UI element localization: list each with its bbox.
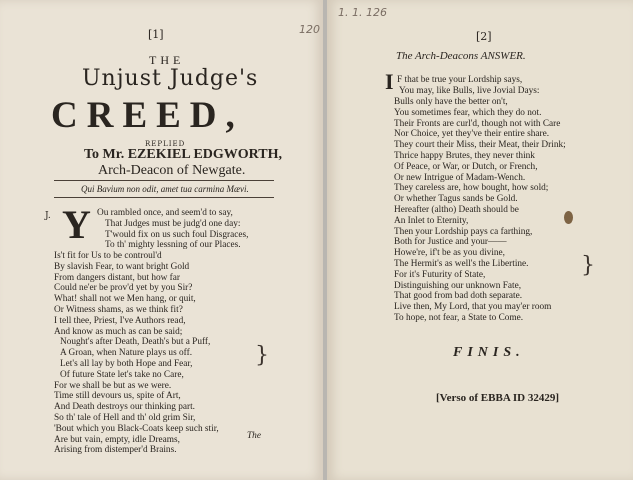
- poem-line: T'would fix on us such foul Disgraces,: [105, 229, 249, 240]
- poem-line: Bulls only have the better on't,: [394, 97, 508, 107]
- poem-line: They court their Miss, their Meat, their Drink;: [394, 140, 566, 151]
- page-number: [1]: [148, 28, 164, 41]
- ink-blot: [564, 211, 573, 224]
- poem-line: Let's all lay by both Hope and Fear,: [60, 358, 193, 369]
- poem-line: 'Bout which you Black-Coats keep such stir,: [54, 423, 219, 434]
- drop-cap: Y: [62, 202, 91, 247]
- drop-cap: I: [385, 69, 394, 94]
- poem-body: [394, 97, 566, 324]
- poem-line: Hereafter (altho) Death should be: [394, 204, 519, 215]
- poem-line: Thrice happy Brutes, they never think: [394, 150, 535, 161]
- poem-line: Then your Lordship pays ca farthing,: [394, 226, 533, 237]
- address-line-2: Arch-Deacon of Newgate.: [98, 163, 246, 178]
- poem-line: That good from bad doth separate.: [394, 291, 523, 302]
- triplet-brace-icon: }: [581, 253, 595, 278]
- poem-line: Could ne'er be prov'd yet by you Sir?: [54, 283, 193, 294]
- title-the: THE: [149, 53, 185, 67]
- poem-line: Or whether Tagus sands be Gold.: [394, 194, 518, 205]
- title-unjust-judges: Unjust Judge's: [82, 66, 259, 91]
- motto: Qui Bavium non odit, amet tua carmina Mævi.: [81, 184, 249, 194]
- poem-line: Arising from distemper'd Brains.: [54, 445, 177, 456]
- rule-top: [54, 180, 274, 181]
- triplet-brace-icon: }: [255, 343, 269, 368]
- poem-line: Is't fit for Us to be controul'd: [54, 251, 162, 261]
- poem-line: For we shall be but as we were.: [54, 380, 172, 391]
- poem-line: Are but vain, empty, idle Dreams,: [54, 434, 180, 445]
- poem-line: From dangers distant, but how far: [54, 272, 181, 283]
- poem-line: F that be true your Lordship says,: [397, 75, 523, 85]
- poem-opening: [97, 208, 248, 251]
- poem-line: Of Peace, or War, or Dutch, or French,: [394, 161, 538, 172]
- right-page-verso: [327, 0, 633, 480]
- catchword: The: [247, 431, 261, 441]
- section-mark: J.: [45, 211, 51, 221]
- poem-line: A Groan, when Nature plays us off.: [60, 348, 193, 359]
- poem-body: [54, 251, 219, 456]
- poem-line: Ou rambled once, and seem'd to say,: [97, 208, 233, 218]
- poem-line: To th' mighty lessning of our Places.: [105, 240, 241, 251]
- poem-line: For it's Futurity of State,: [394, 269, 486, 280]
- poem-opening: [397, 75, 540, 97]
- answer-heading: The Arch-Deacons ANSWER.: [396, 50, 526, 62]
- page-number: [2]: [476, 30, 492, 43]
- poem-line: That Judges must be judg'd one day:: [105, 218, 241, 229]
- poem-line: By slavish Fear, to want bright Gold: [54, 261, 190, 272]
- replied-label: REPLIED: [145, 140, 186, 148]
- poem-line: Nought's after Death, Death's but a Puff,: [60, 337, 211, 348]
- finis: FINIS.: [453, 345, 525, 360]
- address-line-1: To Mr. EZEKIEL EDGWORTH,: [84, 147, 283, 162]
- poem-line: Time still devours us, spite of Art,: [54, 391, 181, 402]
- poem-line: And Death destroys our thinking part.: [54, 402, 195, 413]
- poem-line: The Hermit's as well's the Libertine.: [394, 258, 529, 269]
- poem-line: You may, like Bulls, live Jovial Days:: [399, 85, 540, 96]
- pencil-shelfmark: 1. 1. 126: [338, 6, 387, 19]
- poem-line: Or Witness shams, as we think fit?: [54, 304, 183, 315]
- poem-line: Distinguishing our unknown Fate,: [394, 280, 522, 291]
- rule-bottom: [54, 197, 274, 198]
- poem-line: So th' tale of Hell and th' old grim Sir,: [54, 412, 196, 423]
- verso-label: [Verso of EBBA ID 32429]: [436, 392, 560, 404]
- title-creed: CREED,: [51, 95, 244, 136]
- poem-line: Both for Justice and your——: [394, 237, 507, 248]
- poem-line: Live then, My Lord, that you may'er room: [394, 302, 552, 313]
- poem-line: You sometimes fear, which they do not.: [394, 107, 542, 118]
- poem-line: And know as much as can be said;: [54, 326, 183, 337]
- poem-line: Howe're, if't be as you divine,: [394, 248, 506, 259]
- pencil-shelfmark: 120: [299, 23, 320, 36]
- poem-line: To hope, not fear, a State to Come.: [394, 312, 524, 323]
- poem-line: What! shall not we Men hang, or quit,: [54, 294, 196, 305]
- poem-line: I tell thee, Priest, I've Authors read,: [54, 315, 186, 326]
- poem-line: An Inlet to Eternity,: [394, 215, 469, 226]
- poem-line: Their Fronts are curl'd, though not with Care: [394, 118, 561, 129]
- poem-line: They careless are, how bought, how sold;: [394, 183, 549, 194]
- poem-line: Nor Choice, yet they've their entire share.: [394, 129, 550, 140]
- poem-line: Or new Intrigue of Madam-Wench.: [394, 172, 526, 183]
- poem-line: Of future State let's take no Care,: [60, 369, 184, 380]
